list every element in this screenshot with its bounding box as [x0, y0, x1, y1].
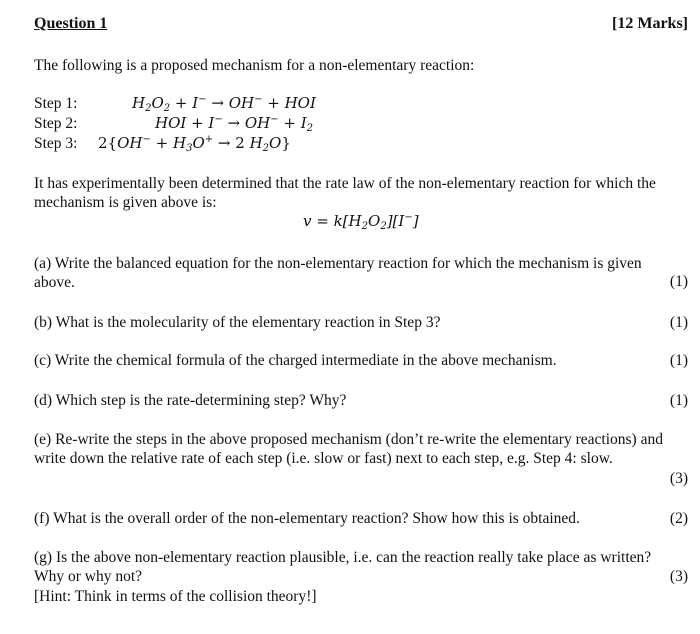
rate-law-equation: $v = k[H_2O_2][I^-]$ [303, 212, 419, 232]
intro-text: The following is a proposed mechanism for a non-elementary reaction: [34, 57, 475, 74]
question-g: (g) Is the above non-elementary reaction plausible, i.e. can the reaction really take place as written? Why or why not? [34, 549, 652, 585]
question-f: (f) What is the overall order of the non-elementary reaction? Show how this is obtained. [34, 510, 580, 527]
question-d: (d) Which step is the rate-determining step? Why? [34, 392, 347, 409]
question-g-marks: (3) [669, 568, 688, 585]
question-title: Question 1 [34, 15, 108, 32]
question-e-marks: (3) [669, 470, 688, 487]
total-marks: [12 Marks] [612, 15, 688, 32]
question-f-marks: (2) [669, 510, 688, 527]
question-c-marks: (1) [669, 352, 688, 369]
question-c: (c) Write the chemical formula of the charged intermediate in the above mechanism. [34, 352, 557, 369]
question-e: (e) Re-write the steps in the above proposed mechanism (don’t re-write the elementary reactions) and write down the relative rate of each step (i.e. slow or fast) next to each step, e.g. Step 4: slow. [34, 431, 663, 467]
question-d-marks: (1) [669, 392, 688, 409]
question-a: (a) Write the balanced equation for the non-elementary reaction for which the mechanism is given above. [34, 255, 642, 291]
step-3-equation: $2\{OH^- + H_3O^+ \to 2$ $H_2O$} [98, 134, 291, 154]
rate-law-intro: It has experimentally been determined that the rate law of the non-elementary reaction for which the mechanism is given above is: [34, 175, 656, 211]
step-1-label: Step 1: [34, 95, 78, 112]
step-2-equation: HOI + $I^- \to OH^- + I_2$ [155, 114, 314, 134]
hint-text: [Hint: Think in terms of the collision theory!] [34, 588, 317, 605]
step-2-label: Step 2: [34, 115, 78, 132]
step-1-equation: $H_2O_2 + I^- \to OH^-$ + HOI [132, 94, 316, 114]
question-b: (b) What is the molecularity of the elementary reaction in Step 3? [34, 314, 441, 331]
question-b-marks: (1) [669, 314, 688, 331]
question-a-marks: (1) [669, 273, 688, 290]
step-3-label: Step 3: [34, 135, 78, 152]
